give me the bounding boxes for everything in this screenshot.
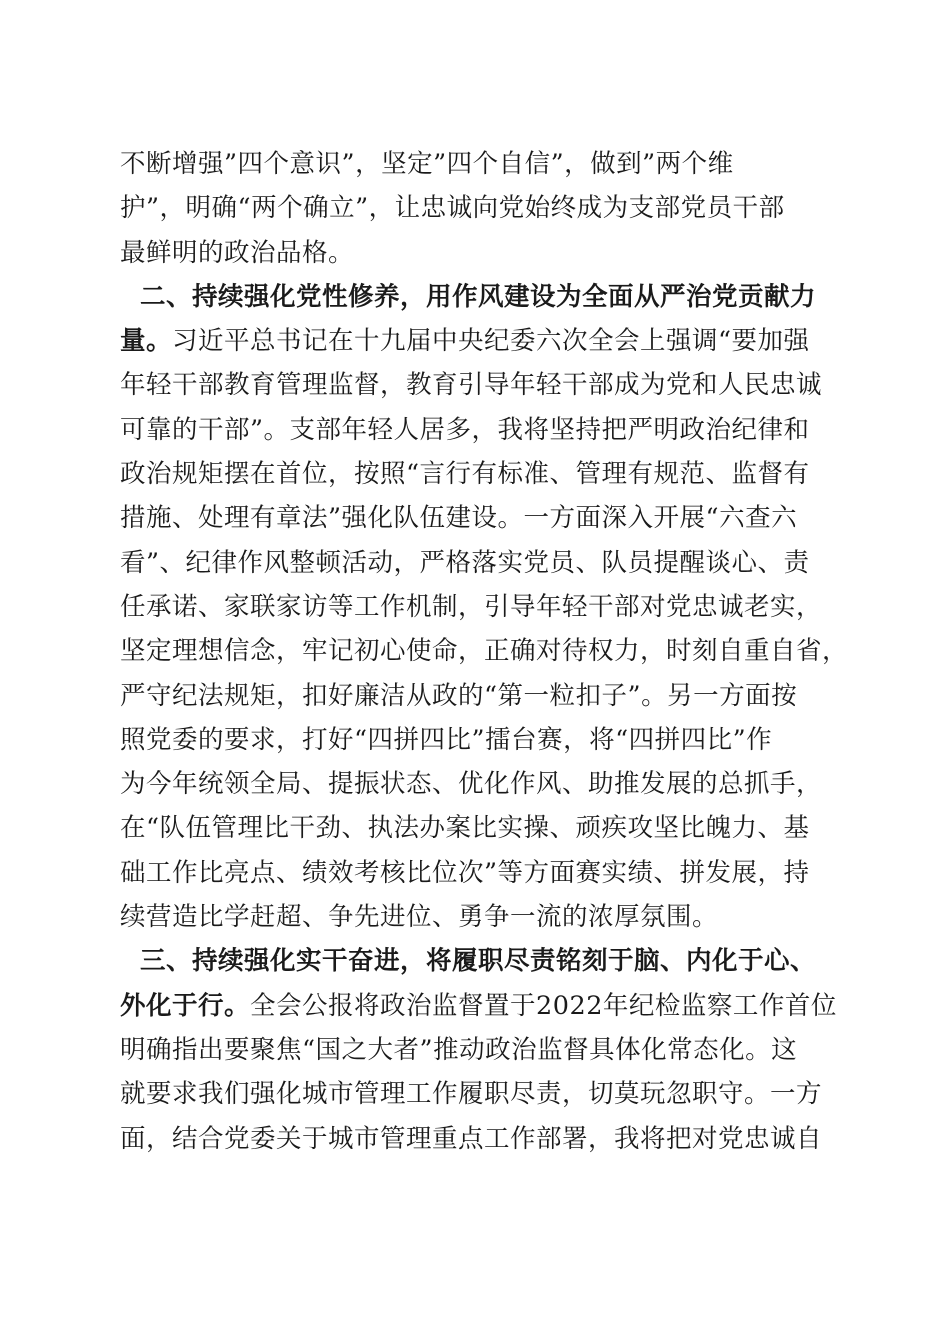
body-line-7: 可靠的干部”。支部年轻人居多，我将坚持把严明政治纪律和 bbox=[120, 414, 810, 445]
body-line-17: 础工作比亮点、绩效考核比位次”等方面赛实绩、拼发展，持 bbox=[120, 857, 810, 888]
body-line-2: 护”，明确“两个确立”，让忠诚向党始终成为支部党员干部 bbox=[120, 193, 785, 224]
body-line-23: 面，结合党委关于城市管理重点工作部署，我将把对党忠诚自 bbox=[120, 1123, 823, 1154]
body-line-15: 为今年统领全局、提振状态、优化作风、助推发展的总抓手， bbox=[120, 769, 823, 800]
body-line-6: 年轻干部教育管理监督，教育引导年轻干部成为党和人民忠诚 bbox=[120, 370, 823, 401]
body-line-22: 就要求我们强化城市管理工作履职尽责，切莫玩忽职守。一方 bbox=[120, 1079, 823, 1110]
body-line-18: 续营造比学赶超、争先进位、勇争一流的浓厚氛围。 bbox=[120, 902, 719, 933]
body-line-8: 政治规矩摆在首位，按照“言行有标准、管理有规范、监督有 bbox=[120, 459, 810, 490]
document-page bbox=[120, 142, 849, 1161]
body-line-12: 坚定理想信念，牢记初心使命，正确对待权力，时刻自重自省， bbox=[120, 636, 849, 667]
section-heading-2: 二、持续强化党性修养，用作风建设为全面从严治党贡献力 bbox=[140, 281, 817, 312]
body-line-10: 看”、纪律作风整顿活动，严格落实党员、队员提醒谈心、责 bbox=[120, 547, 810, 578]
body-line-16: 在“队伍管理比干劲、执法办案比实操、顽疾攻坚比魄力、基 bbox=[120, 813, 810, 844]
heading-tail: 量。 bbox=[120, 326, 173, 357]
body-line-9: 措施、处理有章法”强化队伍建设。一方面深入开展“六查六 bbox=[120, 503, 798, 534]
section-heading-3: 三、持续强化实干奋进，将履职尽责铭刻于脑、内化于心、 bbox=[140, 946, 817, 977]
body-line-11: 任承诺、家联家访等工作机制，引导年轻干部对党忠诚老实， bbox=[120, 591, 823, 622]
body-line-5: 量。习近平总书记在十九届中央纪委六次全会上强调“要加强 bbox=[120, 326, 810, 357]
body-line-1: 不断增强”四个意识”，坚定”四个自信”，做到”两个维 bbox=[120, 149, 734, 179]
body-line-14: 照党委的要求，打好“四拼四比”擂台赛，将“四拼四比”作 bbox=[120, 724, 773, 755]
body-line-3: 最鲜明的政治品格。 bbox=[120, 237, 355, 268]
body-line-20: 外化于行。全会公报将政治监督置于2022年纪检监察工作首位 bbox=[120, 990, 837, 1021]
body-line-21: 明确指出要聚焦“国之大者”推动政治监督具体化常态化。这 bbox=[120, 1034, 798, 1065]
heading-tail: 外化于行。 bbox=[120, 990, 251, 1021]
body-line-13: 严守纪法规矩，扣好廉洁从政的“第一粒扣子”。另一方面按 bbox=[120, 680, 798, 711]
